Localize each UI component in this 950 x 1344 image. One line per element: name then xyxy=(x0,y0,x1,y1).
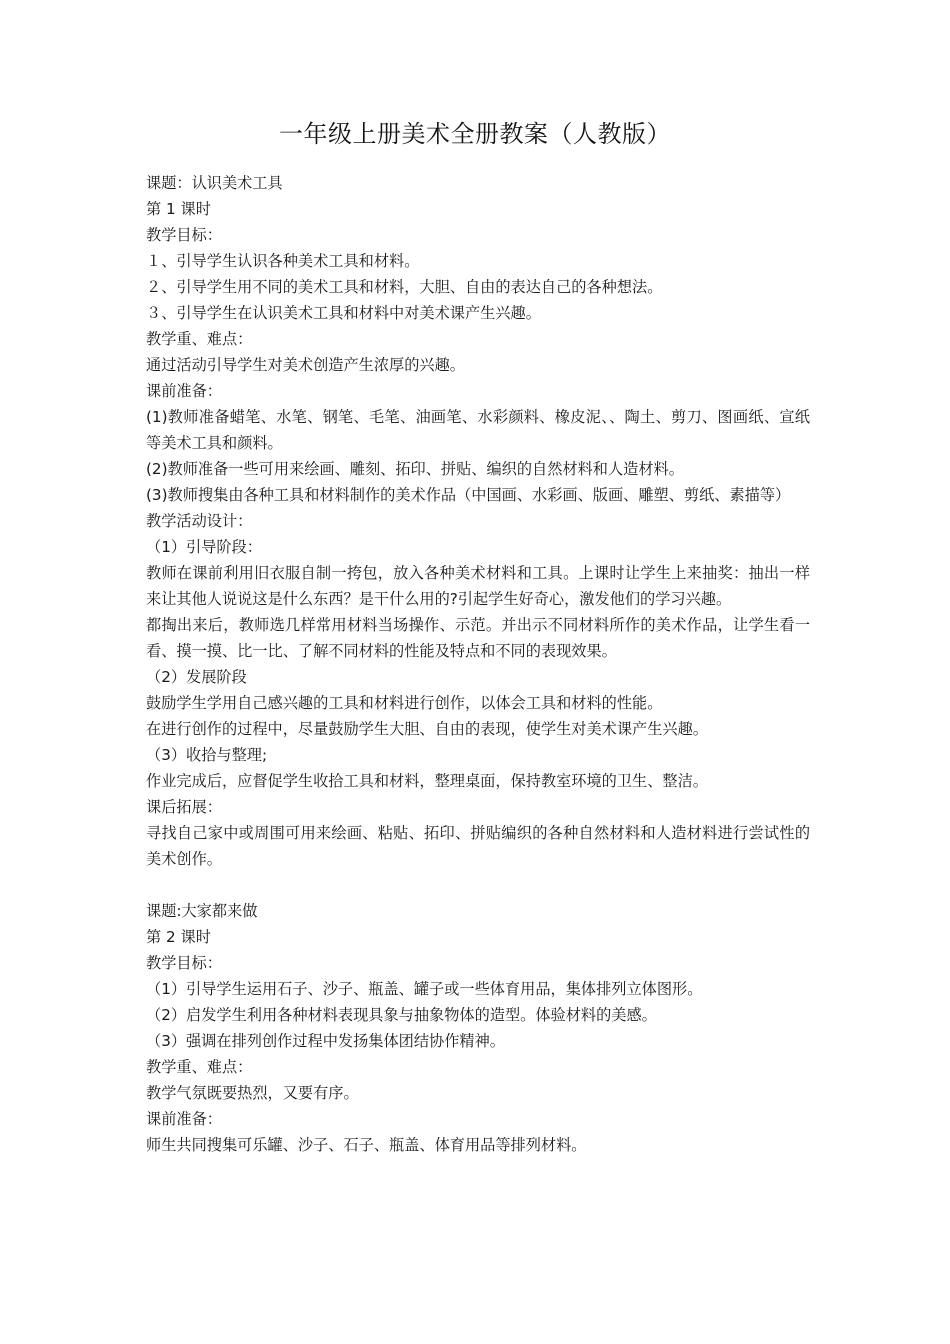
lesson1-stage2-heading: （2）发展阶段 xyxy=(146,668,247,686)
lesson1-prep-3: (3)教师搜集由各种工具和材料制作的美术作品（中国画、水彩画、版画、雕塑、剪纸、素描等） xyxy=(146,486,791,504)
lesson2-goals-heading: 教学目标： xyxy=(146,954,222,972)
lesson1-prep-1: (1)教师准备蜡笔、水笔、钢笔、毛笔、油画笔、水彩颜料、橡皮泥、、陶土、剪刀、图画纸、宣纸等美术工具和颜料。 xyxy=(146,408,810,452)
lesson1-prep-heading: 课前准备： xyxy=(146,382,222,400)
lesson1-topic: 课题：认识美术工具 xyxy=(146,174,283,192)
lesson1-key-text: 通过活动引导学生对美术创造产生浓厚的兴趣。 xyxy=(146,356,465,374)
lesson2-period: 第 2 课时 xyxy=(146,928,211,946)
section-gap xyxy=(146,872,810,898)
lesson1-stage3-text: 作业完成后，应督促学生收拾工具和材料，整理桌面，保持教室环境的卫生、整洁。 xyxy=(146,772,708,790)
lesson1-goals-heading: 教学目标： xyxy=(146,226,222,244)
document-body xyxy=(146,170,810,1158)
lesson1-stage1-para-2: 都掏出来后，教师选几样常用材料当场操作、示范。并出示不同材料所作的美术作品，让学生看一看、摸一摸、比一比、了解不同材料的性能及特点和不同的表现效果。 xyxy=(146,616,810,660)
lesson1-goal-1: １、引导学生认识各种美术工具和材料。 xyxy=(146,252,420,270)
lesson1-stage1-heading: （1）引导阶段： xyxy=(146,538,262,556)
lesson1-prep-2: (2)教师准备一些可用来绘画、雕刻、拓印、拼贴、编织的自然材料和人造材料。 xyxy=(146,460,684,478)
lesson1-stage2-para-2: 在进行创作的过程中，尽量鼓励学生大胆、自由的表现，使学生对美术课产生兴趣。 xyxy=(146,720,708,738)
lesson2-goal-3: （3）强调在排列创作过程中发扬集体团结协作精神。 xyxy=(146,1032,505,1050)
document-title: 一年级上册美术全册教案（人教版） xyxy=(279,120,671,148)
lesson2-goal-1: （1）引导学生运用石子、沙子、瓶盖、罐子或一些体育用品，集体排列立体图形。 xyxy=(146,980,703,998)
lesson2-topic: 课题:大家都来做 xyxy=(146,902,258,920)
lesson1-goal-2: ２、引导学生用不同的美术工具和材料，大胆、自由的表达自己的各种想法。 xyxy=(146,278,663,296)
lesson1-stage2-para-1: 鼓励学生学用自己感兴趣的工具和材料进行创作，以体会工具和材料的性能。 xyxy=(146,694,663,712)
lesson1-stage3-heading: （3）收拾与整理; xyxy=(146,746,268,764)
lesson1-ext-text: 寻找自己家中或周围可用来绘画、粘贴、拓印、拼贴编织的各种自然材料和人造材料进行尝试性的美术创作。 xyxy=(146,824,810,868)
lesson1-key-heading: 教学重、难点： xyxy=(146,330,253,348)
lesson2-prep-text: 师生共同搜集可乐罐、沙子、石子、瓶盖、体育用品等排列材料。 xyxy=(146,1136,587,1154)
lesson2-key-text: 教学气氛既要热烈，又要有序。 xyxy=(146,1084,359,1102)
lesson1-period: 第 1 课时 xyxy=(146,200,211,218)
lesson1-goal-3: ３、引导学生在认识美术工具和材料中对美术课产生兴趣。 xyxy=(146,304,541,322)
lesson2-goal-2: （2）启发学生利用各种材料表现具象与抽象物体的造型。体验材料的美感。 xyxy=(146,1006,657,1024)
lesson1-design-heading: 教学活动设计： xyxy=(146,512,253,530)
lesson1-ext-heading: 课后拓展： xyxy=(146,798,222,816)
lesson1-stage1-para-1: 教师在课前利用旧衣服自制一挎包，放入各种美术材料和工具。上课时让学生上来抽奖：抽出一样来让其他人说说这是什么东西？是干什么用的?引起学生好奇心，激发他们的学习兴趣。 xyxy=(146,564,810,608)
lesson2-prep-heading: 课前准备： xyxy=(146,1110,222,1128)
lesson2-key-heading: 教学重、难点： xyxy=(146,1058,253,1076)
